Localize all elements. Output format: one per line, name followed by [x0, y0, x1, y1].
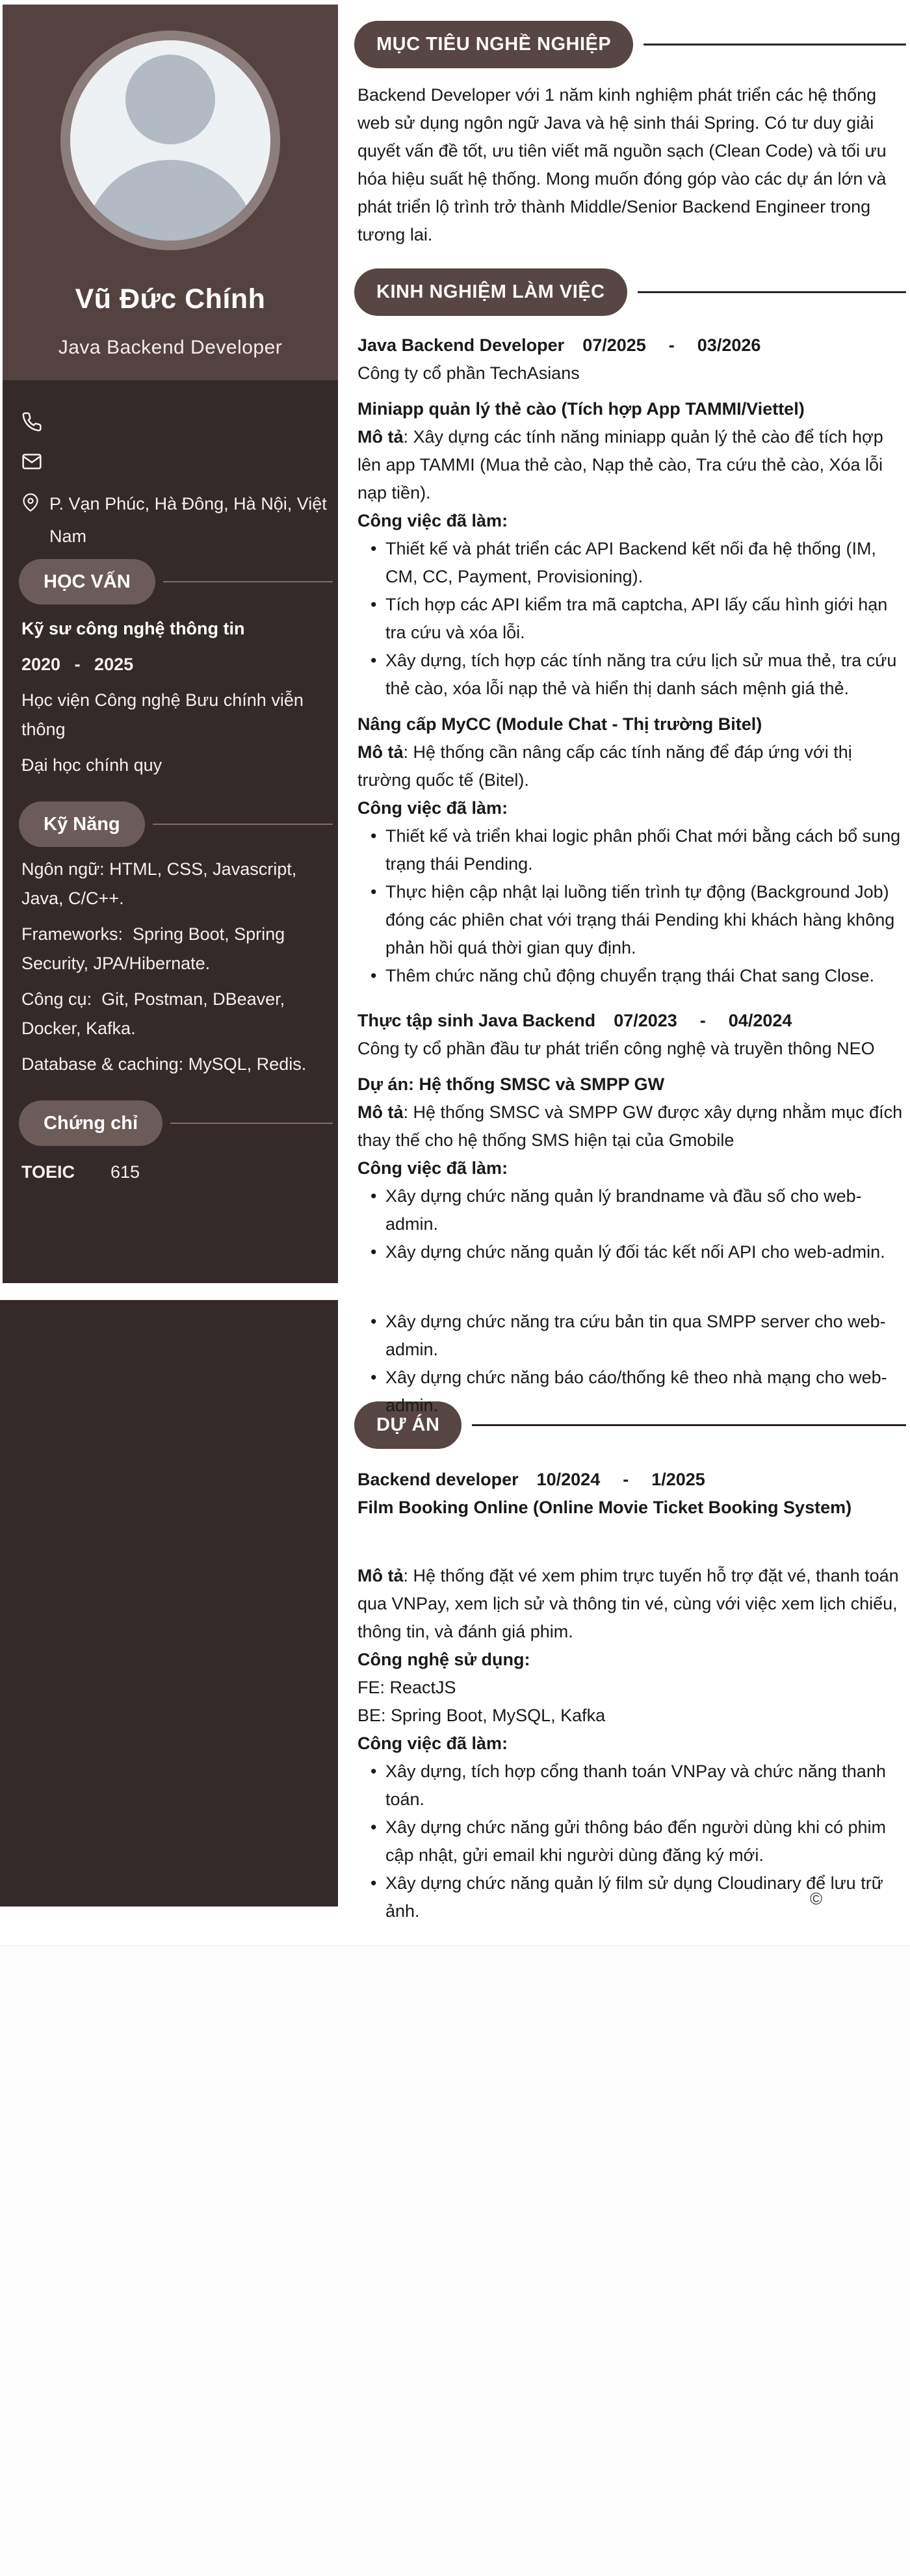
education-section-header	[19, 559, 333, 605]
copyright-icon: ©	[810, 1889, 823, 1908]
description-label: Mô tả	[358, 427, 404, 447]
description-text: : Hệ thống SMSC và SMPP GW được xây dựng nhằm mục đích thay thế cho hệ thống SMS hiện tại của Gmobile	[358, 1102, 903, 1150]
objective-rule	[644, 44, 906, 46]
skill-item: Công cụ: Git, Postman, DBeaver, Docker, Kafka.	[21, 989, 290, 1038]
skill-item: Frameworks: Spring Boot, Spring Security, JPA/Hibernate.	[21, 924, 290, 973]
job-role: Java Backend Developer	[358, 335, 565, 355]
job-period: 07/2023 - 04/2024	[614, 1011, 792, 1030]
avatar	[70, 40, 270, 241]
main-content-page-1	[358, 0, 906, 1266]
project-name: Nâng cấp MyCC (Module Chat - Thị trường Bitel)	[358, 714, 762, 734]
page-bottom-margin	[0, 1945, 910, 2576]
description-label: Mô tả	[358, 1566, 404, 1585]
task-list	[358, 535, 906, 703]
education-rule	[163, 581, 333, 582]
description-label: Mô tả	[358, 1102, 404, 1122]
objective-text: Backend Developer với 1 năm kinh nghiệm phát triển các hệ thống web sử dụng ngôn ngữ Java và hệ sinh thái Spring. Có tư duy giải quyết vấn đề tốt, ưu tiên viết mã nguồn sạch (Clean Code) và tối ưu hóa hiệu suất hệ thống. Mong muốn đóng góp vào các dự án lớn và phát triển lộ trình trở thành Middle/Senior Backend Engineer trong tương lai.	[358, 85, 887, 244]
skill-item: Database & caching: MySQL, Redis.	[21, 1054, 307, 1074]
company-name: Công ty cổ phần TechAsians	[358, 363, 580, 383]
task-item: • Thiết kế và triển khai logic phân phối Chat mới bằng cách bổ sung trạng thái Pending.	[358, 822, 906, 878]
description-label: Mô tả	[358, 742, 404, 762]
tasks-label: Công việc đã làm:	[358, 798, 508, 818]
task-item: • Xây dựng chức năng báo cáo/thống kê theo nhà mạng cho web-admin.	[358, 1364, 906, 1420]
task-item: • Xây dựng chức năng quản lý brandname và đầu số cho web-admin.	[358, 1182, 906, 1238]
main-content-page-2	[358, 1308, 906, 1925]
task-item: • Thêm chức năng chủ động chuyển trạng thái Chat sang Close.	[358, 962, 906, 990]
project-name: Dự án: Hệ thống SMSC và SMPP GW	[358, 1074, 665, 1094]
skill-item: Ngôn ngữ: HTML, CSS, Javascript, Java, C/C++.	[21, 859, 302, 908]
description-text: : Hệ thống cần nâng cấp các tính năng để đáp ứng với thị trường quốc tế (Bitel).	[358, 742, 852, 790]
project-period: 10/2024 - 1/2025	[536, 1470, 705, 1489]
tech-item: BE: Spring Boot, MySQL, Kafka	[358, 1706, 606, 1725]
education-heading-pill: HỌC VẤN	[19, 559, 155, 605]
task-list	[358, 1182, 906, 1266]
tasks-label: Công việc đã làm:	[358, 511, 508, 530]
task-list	[358, 822, 906, 990]
certificates-section-header	[19, 1100, 333, 1146]
task-item: • Xây dựng chức năng quản lý đối tác kết nối API cho web-admin.	[358, 1238, 906, 1266]
certificates-rule	[170, 1123, 333, 1124]
project-description	[358, 1562, 906, 1646]
job-role: Thực tập sinh Java Backend	[358, 1011, 596, 1030]
person-name: Vũ Đức Chính	[75, 283, 266, 315]
experience-heading-pill: KINH NGHIỆM LÀM VIỆC	[354, 268, 627, 316]
phone-icon	[21, 411, 42, 432]
task-item: • Xây dựng chức năng quản lý film sử dụng Cloudinary để lưu trữ ảnh.	[358, 1869, 906, 1925]
experience-section-header	[354, 268, 906, 316]
projects-rule	[472, 1424, 906, 1426]
job-header	[358, 332, 906, 359]
objective-section-header	[354, 21, 906, 68]
skills-block	[21, 855, 320, 1086]
education-years: 2020 - 2025	[21, 655, 134, 674]
map-pin-icon	[21, 491, 40, 514]
project-name: Miniapp quản lý thẻ cào (Tích hợp App TAMMI/Viettel)	[358, 399, 805, 419]
skills-heading-pill: Kỹ Năng	[19, 801, 145, 847]
avatar-torso-shape	[84, 160, 256, 241]
tech-label: Công nghệ sử dụng:	[358, 1650, 530, 1669]
avatar-head-shape	[125, 55, 215, 144]
task-item: • Xây dựng, tích hợp cổng thanh toán VNPay và chức năng thanh toán.	[358, 1758, 906, 1814]
project-role-header	[358, 1466, 906, 1494]
location-text: P. Vạn Phúc, Hà Đông, Hà Nội, Việt Nam	[49, 494, 327, 546]
task-item: • Thiết kế và phát triển các API Backend kết nối đa hệ thống (IM, CM, CC, Payment, Provisioning).	[358, 535, 906, 591]
task-item: • Xây dựng chức năng tra cứu bản tin qua SMPP server cho web-admin.	[358, 1308, 906, 1364]
tasks-label: Công việc đã làm:	[358, 1158, 508, 1178]
task-item: • Tích hợp các API kiểm tra mã captcha, API lấy cấu hình giới hạn tra cứu và xóa lỗi.	[358, 591, 906, 647]
skills-section-header	[19, 801, 333, 847]
degree-name: Kỹ sư công nghệ thông tin	[21, 619, 245, 638]
task-item: • Xây dựng chức năng gửi thông báo đến người dùng khi có phim cập nhật, gửi email khi người dùng đăng ký mới.	[358, 1814, 906, 1869]
certificates-heading-pill: Chứng chỉ	[19, 1100, 162, 1146]
school-name: Học viện Công nghệ Bưu chính viễn thông	[21, 690, 309, 739]
projects-heading-pill: DỰ ÁN	[354, 1401, 462, 1449]
project-name: Film Booking Online (Online Movie Ticket Booking System)	[358, 1498, 852, 1517]
tech-item: FE: ReactJS	[358, 1678, 456, 1697]
task-list	[358, 1758, 906, 1925]
task-item: • Xây dựng, tích hợp các tính năng tra cứu lịch sử mua thẻ, tra cứu thẻ cào, xóa lỗi nạp thẻ và hiển thị danh sách mệnh giá thẻ.	[358, 647, 906, 703]
person-job-title: Java Backend Developer	[58, 337, 283, 358]
job-period: 07/2025 - 03/2026	[582, 335, 761, 355]
company-name: Công ty cổ phần đầu tư phát triển công nghệ và truyền thông NEO	[358, 1039, 875, 1058]
project-role: Backend developer	[358, 1470, 519, 1489]
description-text: : Xây dựng các tính năng miniapp quản lý thẻ cào để tích hợp lên app TAMMI (Mua thẻ cào, Nạp thẻ cào, Tra cứu thẻ cào, Xóa lỗi nạp tiền).	[358, 427, 883, 502]
certificate-score: 615	[110, 1162, 140, 1182]
project-description	[358, 1099, 906, 1154]
description-text: : Hệ thống đặt vé xem phim trực tuyến hỗ trợ đặt vé, thanh toán qua VNPay, xem lịch sử và thông tin vé, cùng với việc xem lịch chiếu, thông tin, và đánh giá phim.	[358, 1566, 899, 1641]
certificate-name: TOEIC	[21, 1162, 75, 1182]
project-description	[358, 423, 906, 507]
task-list-continued	[358, 1308, 906, 1420]
sidebar-page-2	[0, 1300, 338, 1906]
objective-heading-pill: MỤC TIÊU NGHỀ NGHIỆP	[354, 21, 633, 68]
sidebar-page-1	[3, 5, 338, 1283]
project-description	[358, 738, 906, 794]
skills-rule	[153, 824, 333, 825]
tasks-label: Công việc đã làm:	[358, 1734, 508, 1753]
experience-rule	[638, 291, 906, 293]
avatar-ring	[60, 31, 280, 250]
job-header	[358, 1007, 906, 1035]
certificate-row	[21, 1162, 140, 1182]
mail-icon	[21, 451, 42, 472]
education-block	[21, 614, 320, 787]
task-item: • Thực hiện cập nhật lại luồng tiến trình tự động (Background Job) đóng các phiên chat với trạng thái Pending khi khách hàng không phản hồi quá thời gian quy định.	[358, 878, 906, 962]
education-type: Đại học chính quy	[21, 755, 162, 775]
